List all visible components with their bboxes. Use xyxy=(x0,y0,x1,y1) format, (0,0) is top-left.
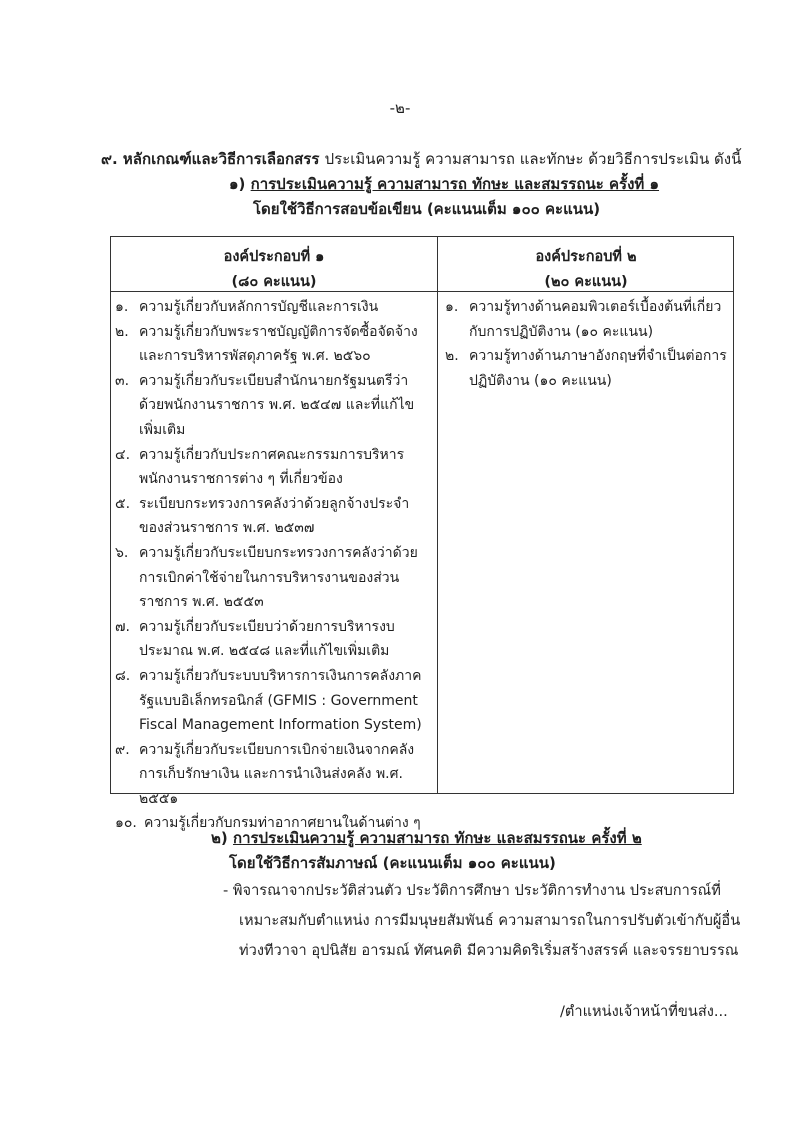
left-header-score: (๘๐ คะแนน) xyxy=(231,274,317,290)
paragraph-line: เหมาะสมกับตำแหน่ง การมีมนุษยสัมพันธ์ ความสามารถในการปรับตัวเข้ากับผู้อื่น xyxy=(239,912,741,929)
header-row-divider xyxy=(111,291,733,292)
part1-heading xyxy=(229,172,659,196)
list-item: ๘. ความรู้เกี่ยวกับระบบบริหารการเงินการคลังภาครัฐแบบอิเล็กทรอนิกส์ (GFMIS : Government Fiscal Management Information System) xyxy=(115,667,422,734)
list-item: ๑. ความรู้ทางด้านคอมพิวเตอร์เบื้องต้นที่เกี่ยวกับการปฏิบัติงาน (๑๐ คะแนน) xyxy=(445,299,722,340)
list-item: ๔. ความรู้เกี่ยวกับประกาศคณะกรรมการบริหารพนักงานราชการต่าง ๆ ที่เกี่ยวข้อง xyxy=(115,446,405,488)
part2-number: ๒) xyxy=(211,829,228,847)
paragraph-line: - พิจารณาจากประวัติส่วนตัว ประวัติการศึกษา ประวัติการทำงาน ประสบการณ์ที่ xyxy=(223,882,721,899)
right-header-score: (๒๐ คะแนน) xyxy=(544,274,628,290)
column-divider xyxy=(437,237,438,793)
section-heading xyxy=(101,147,741,171)
list-item: ๕. ระเบียบกระทรวงการคลังว่าด้วยลูกจ้างประจำของส่วนราชการ พ.ศ. ๒๕๓๗ xyxy=(115,495,410,537)
section-title: หลักเกณฑ์และวิธีการเลือกสรร xyxy=(122,150,320,168)
list-item: ๙. ความรู้เกี่ยวกับระเบียบการเบิกจ่ายเงินจากคลัง การเก็บรักษาเงิน และการนำเงินส่งคลัง พ.ศ. ๒๕๕๑ xyxy=(115,741,415,807)
section-rest: ประเมินความรู้ ความสามารถ และทักษะ ด้วยวิธีการประเมิน ดังนี้ xyxy=(324,150,742,168)
interview-criteria-paragraph xyxy=(223,876,743,966)
list-item: ๒. ความรู้ทางด้านภาษาอังกฤษที่จำเป็นต่อการปฏิบัติงาน (๑๐ คะแนน) xyxy=(445,348,727,389)
paragraph-line: ท่วงทีวาจา อุปนิสัย อารมณ์ ทัศนคติ มีความคิดริเริ่มสร้างสรรค์ และจรรยาบรรณ xyxy=(239,942,739,959)
list-item: ๗. ความรู้เกี่ยวกับระเบียบว่าด้วยการบริหารงบประมาณ พ.ศ. ๒๕๔๘ และที่แก้ไขเพิ่มเติม xyxy=(115,618,395,660)
part2-method: โดยใช้วิธีการสัมภาษณ์ (คะแนนเต็ม ๑๐๐ คะแนน) xyxy=(229,854,556,872)
list-item: ๑๐. ความรู้เกี่ยวกับกรมท่าอากาศยานในด้านต่าง ๆ xyxy=(115,815,421,832)
components-table xyxy=(110,236,734,832)
list-item: ๓. ความรู้เกี่ยวกับระเบียบสำนักนายกรัฐมนตรีว่าด้วยพนักงานราชการ พ.ศ. ๒๕๔๗ และที่แก้ไขเพิ่มเติม xyxy=(115,372,415,438)
part1-number: ๑) xyxy=(229,175,246,193)
right-header-title: องค์ประกอบที่ ๒ xyxy=(535,249,637,265)
left-header-title: องค์ประกอบที่ ๑ xyxy=(223,249,325,265)
list-item: ๑. ความรู้เกี่ยวกับหลักการบัญชีและการเงิน xyxy=(115,299,379,315)
right-items-list xyxy=(445,295,727,393)
section-number: ๙. xyxy=(101,150,118,168)
list-item: ๖. ความรู้เกี่ยวกับระเบียบกระทรวงการคลังว่าด้วยการเบิกค่าใช้จ่ายในการบริหารงานของส่วนราชการ พ.ศ. ๒๕๕๓ xyxy=(115,544,418,611)
page-number: -๒- xyxy=(389,99,411,117)
left-header xyxy=(111,245,437,295)
part2-title: การประเมินความรู้ ความสามารถ ทักษะ และสมรรถนะ ครั้งที่ ๒ xyxy=(232,829,642,847)
left-items-list xyxy=(115,295,433,836)
list-item: ๒. ความรู้เกี่ยวกับพระราชบัญญัติการจัดซื้อจัดจ้างและการบริหารพัสดุภาครัฐ พ.ศ. ๒๕๖๐ xyxy=(115,323,418,365)
part1-method: โดยใช้วิธีการสอบข้อเขียน (คะแนนเต็ม ๑๐๐ คะแนน) xyxy=(253,200,601,218)
right-header xyxy=(438,245,734,295)
continuation-footer: /ตำแหน่งเจ้าหน้าที่ขนส่ง... xyxy=(560,1003,728,1020)
part1-title: การประเมินความรู้ ความสามารถ ทักษะ และสมรรถนะ ครั้งที่ ๑ xyxy=(250,175,660,193)
part2-heading xyxy=(211,826,642,850)
